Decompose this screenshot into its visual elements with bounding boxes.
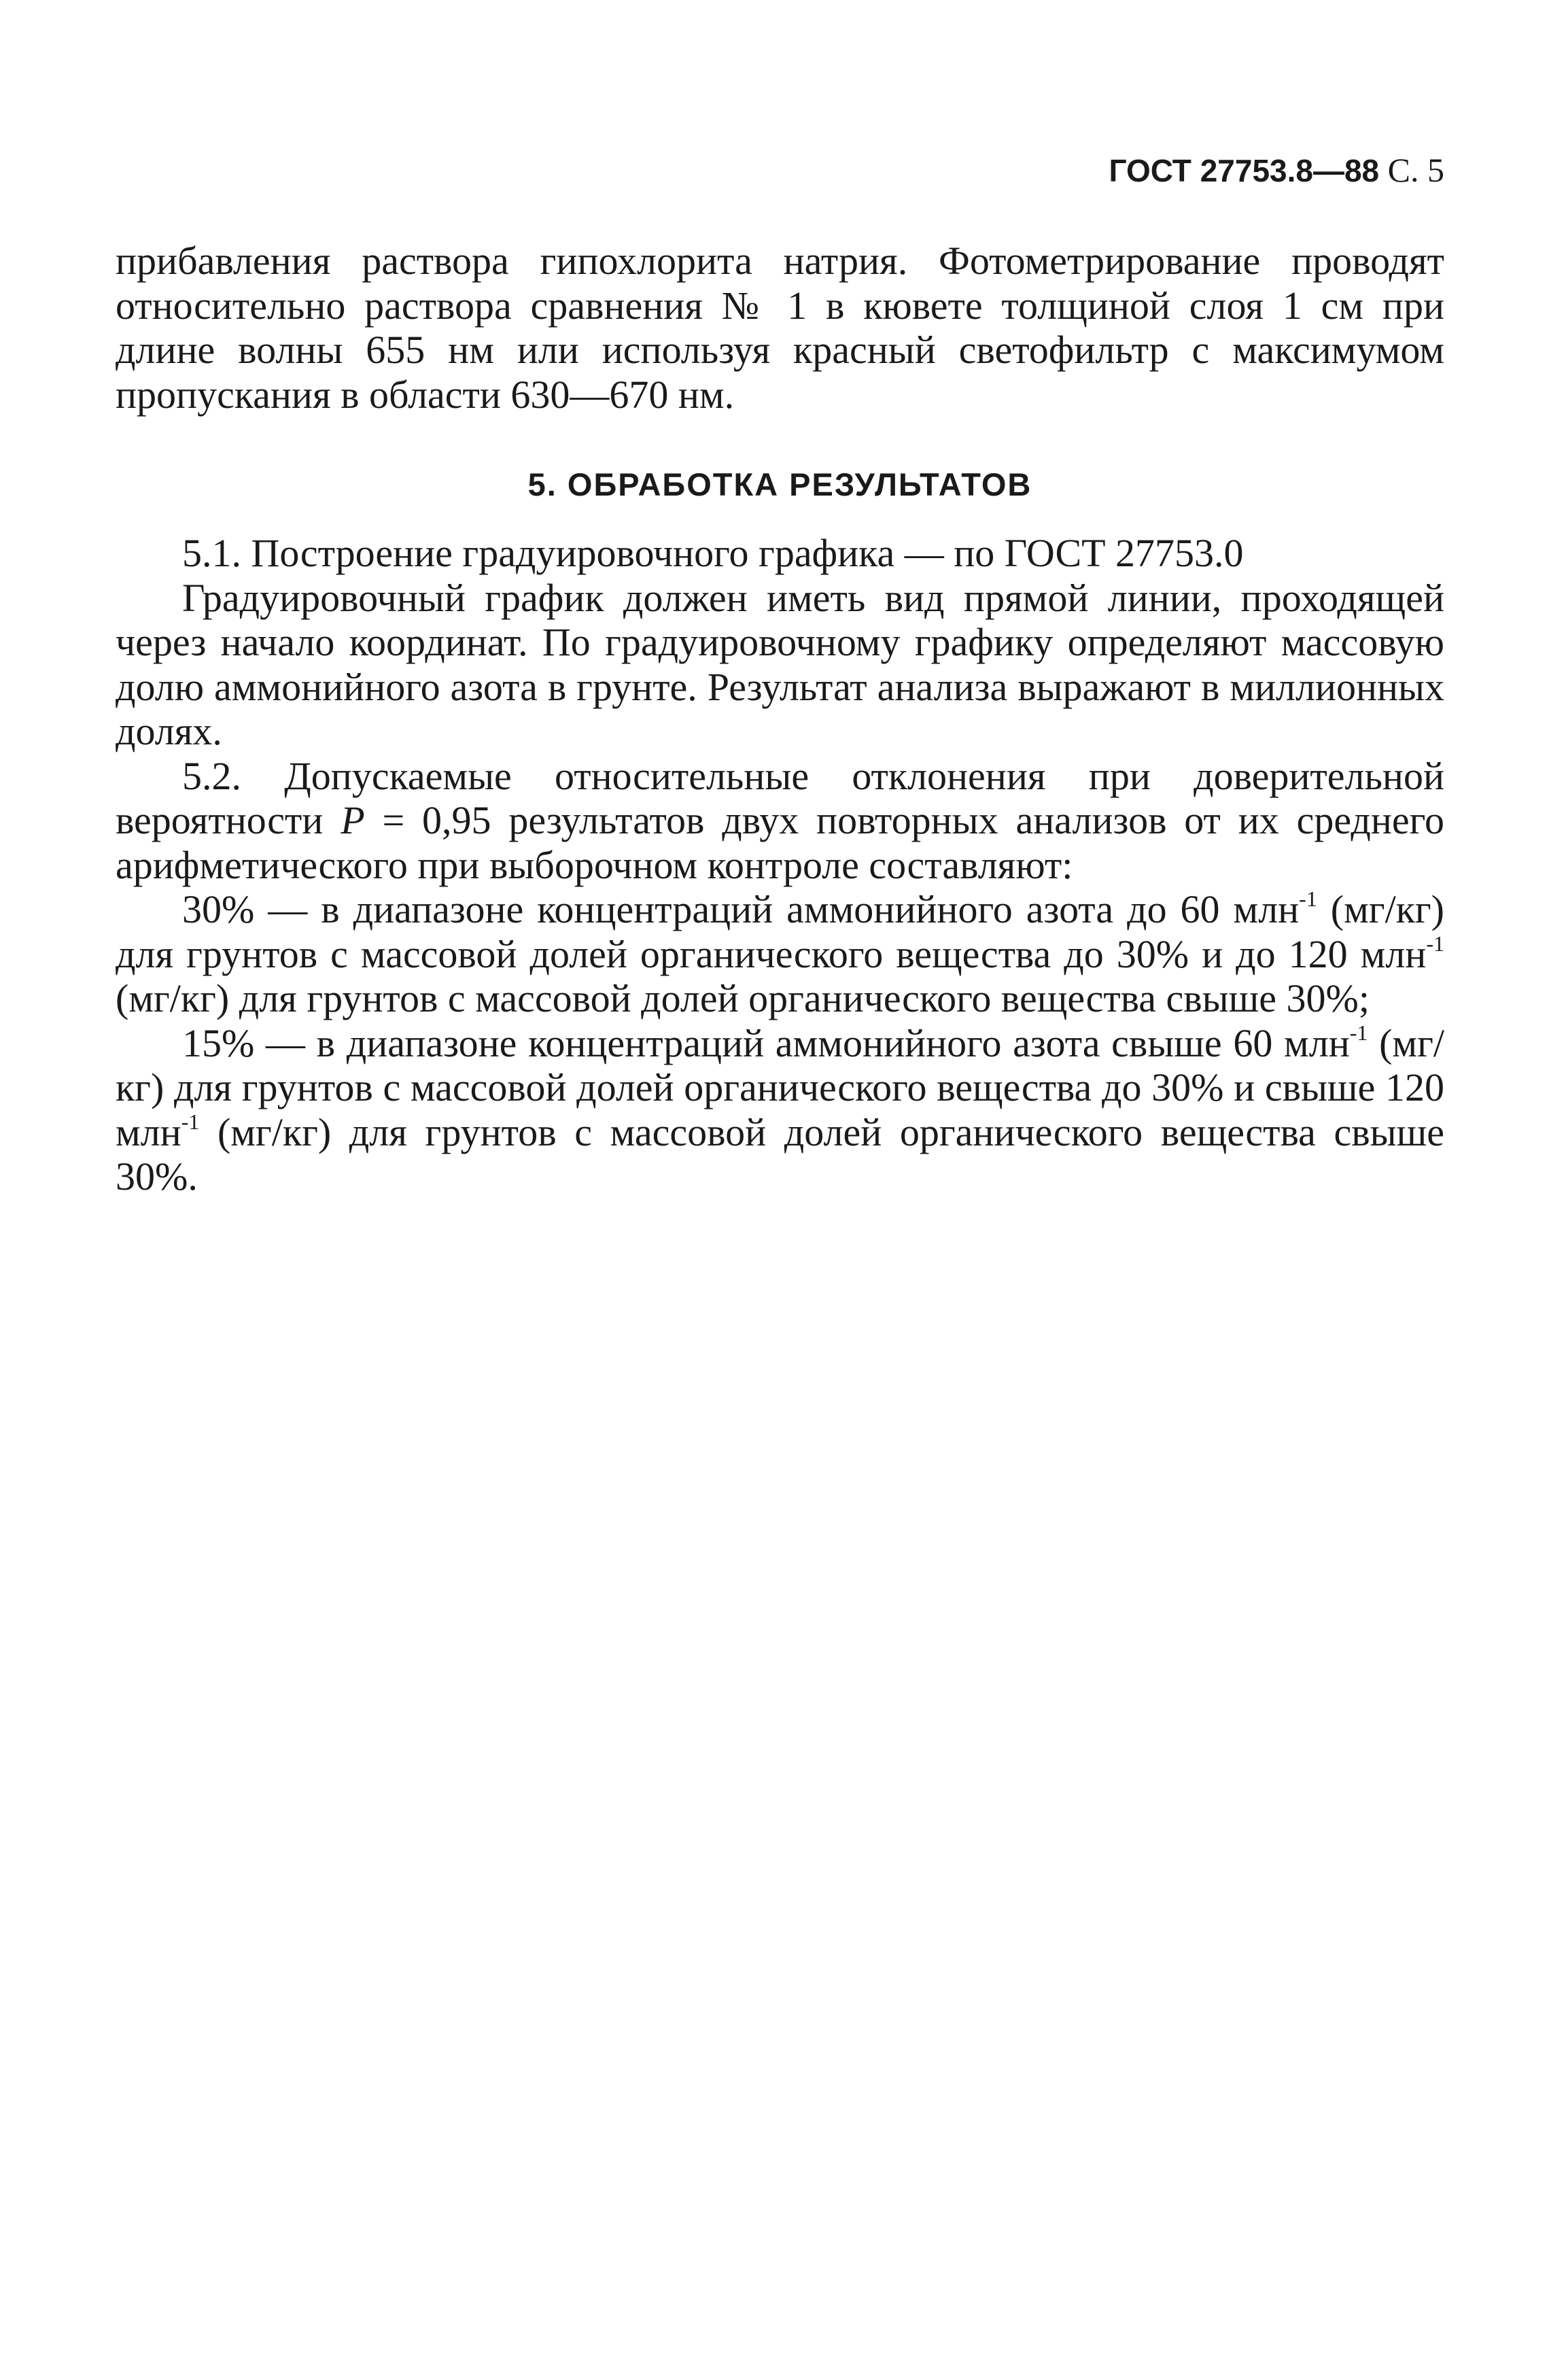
item-15-text-c: (мг/кг) для грунтов с массовой долей органического вещества свыше 30%. [116,1109,1444,1198]
item-30-text-c: (мг/кг) для грунтов с массовой долей органического вещества свыше 30%; [116,976,1370,1020]
item-30-exponent-1: -1 [1299,886,1317,911]
intro-paragraph: прибавления раствора гипохлорита натрия. Фотометрирование проводят относительно раствора сравнения № 1 в кювете толщиной слоя 1 см при длине волны 655 нм или используя красный светофильтр с максимумом пропускания в области 630—670 нм. [116,239,1444,417]
clause-5-2-text-a: 5.2. Допускаемые относительные отклонения при доверительной вероятности [116,753,1444,842]
standard-code: ГОСТ 27753.8—88 [1109,153,1380,188]
clause-5-1: 5.1. Построение градуировочного графика — по ГОСТ 27753.0 [182,531,1244,575]
item-30-text-a: 30% — в диапазоне концентраций аммонийного азота до 60 млн [182,887,1300,931]
item-15-text-b: (мг/кг) для грунтов с массовой долей органического вещества до 30% и свыше 120 млн [116,1020,1444,1154]
item-15-exponent-2: -1 [181,1109,200,1134]
clause-5-2 [116,754,1444,888]
item-15-text-a: 15% — в диапазоне концентраций аммонийного азота свыше 60 млн [182,1020,1350,1065]
document-page [116,150,1444,1199]
page-header [116,150,1444,191]
page-number: С. 5 [1387,151,1444,189]
clause-5-2-text-b: = 0,95 результатов двух повторных анализов от их среднего арифметического при выборочном контроле составляют: [116,798,1444,887]
clause-5-1-text: Градуировочный график должен иметь вид прямой линии, проходящей через начало координат. По градуировочному графику определяют массовую долю аммонийного азота в грунте. Результат анализа выражают в миллионных долях. [116,575,1444,753]
item-30-text-b: (мг/кг) для грунтов с массовой долей органического вещества до 30% и до 120 млн [116,887,1444,976]
section-title: 5. ОБРАБОТКА РЕЗУЛЬТАТОВ [527,466,1032,502]
item-30-exponent-2: -1 [1426,931,1444,956]
tolerance-item-30 [116,887,1444,1021]
probability-variable: P [341,798,365,842]
tolerance-item-15 [116,1021,1444,1199]
item-15-exponent-1: -1 [1349,1020,1368,1045]
